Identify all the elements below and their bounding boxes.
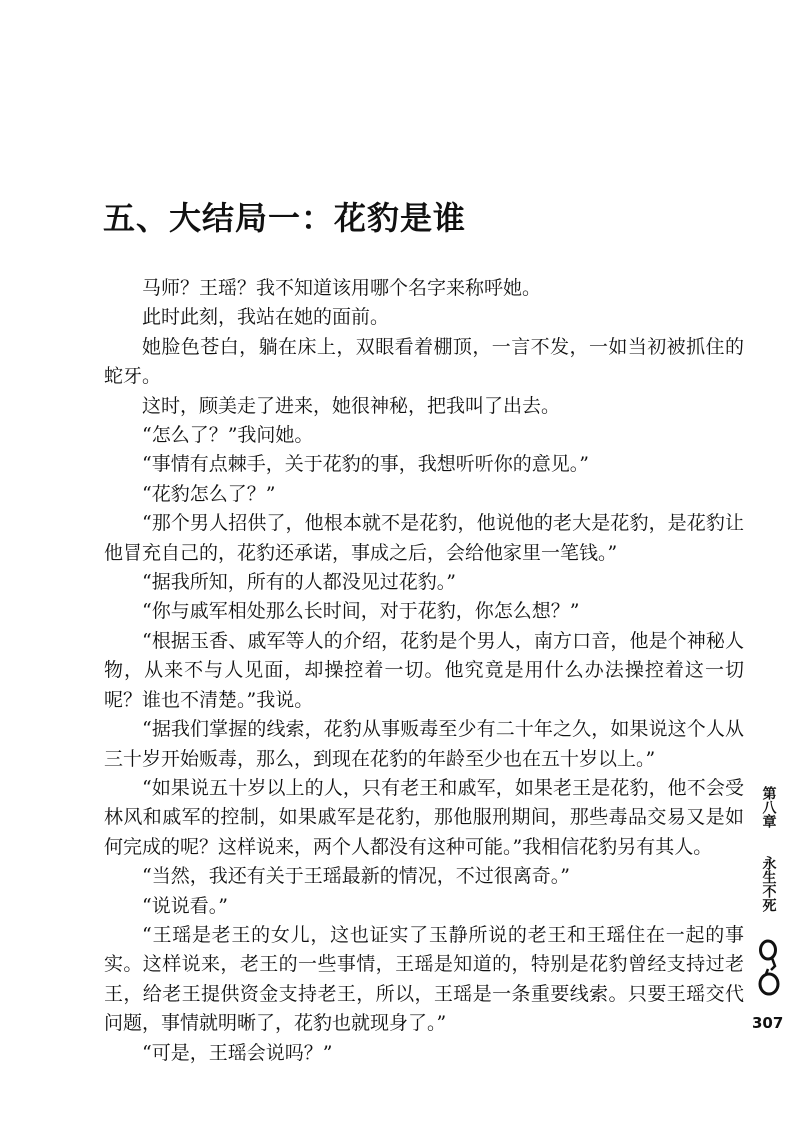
paragraph: “事情有点棘手，关于花豹的事，我想听听你的意见。” <box>142 453 589 476</box>
paragraph: 她脸色苍白，躺在床上，双眼看着棚顶，一言不发，一如当初被抓住的蛇牙。 <box>104 335 744 388</box>
paragraph: “那个男人招供了，他根本就不是花豹，他说他的老大是花豹，是花豹让他冒充自己的，花豹还承诺，事成之后，会给他家里一笔钱。” <box>104 512 744 564</box>
side-part-label <box>756 856 780 917</box>
paragraph: “怎么了？”我问她。 <box>142 424 314 447</box>
paragraph: “王瑶是老王的女儿，这也证实了玉静所说的老王和王瑶住在一起的事实。这样说来，老王的一些事情，王瑶是知道的，特别是花豹曾经支持过老王，给老王提供资金支持老王，所以，王瑶是一条重要线索。只要王瑶交代问题，事情就明晰了，花豹也就现身了。” <box>104 923 744 1035</box>
page-number: 307 <box>752 1014 784 1032</box>
side-chapter-text: 第八章 <box>760 786 777 828</box>
paragraph: “据我所知，所有的人都没见过花豹。” <box>142 571 456 594</box>
paragraph: “据我们掌握的线索，花豹从事贩毒至少有二十年之久，如果说这个人从三十岁开始贩毒，那么，到现在花豹的年龄至少也在五十岁以上。” <box>104 718 744 770</box>
paragraph: “花豹怎么了？” <box>142 482 276 505</box>
chapter-title: 五、大结局一：花豹是谁 <box>103 199 467 237</box>
body-text <box>104 274 744 1068</box>
paragraph: “说说看。” <box>142 894 228 917</box>
paragraph: “可是，王瑶会说吗？” <box>142 1041 333 1064</box>
side-part-text: 永生不死 <box>760 856 777 912</box>
paragraph: 这时，顾美走了进来，她很神秘，把我叫了出去。 <box>142 394 561 417</box>
paragraph: “当然，我还有关于王瑶最新的情况，不过很离奇。” <box>142 865 570 888</box>
paragraph: 马师？王瑶？我不知道该用哪个名字来称呼她。 <box>142 277 542 299</box>
paragraph: “你与戚军相处那么长时间，对于花豹，你怎么想？” <box>142 600 580 623</box>
handcuffs-icon <box>756 936 782 1004</box>
paragraph: “根据玉香、戚军等人的介绍，花豹是个男人，南方口音，他是个神秘人物，从来不与人见面，却操控着一切。他究竟是用什么办法操控着这一切呢？谁也不清楚。”我说。 <box>104 629 744 711</box>
paragraph: 此时此刻，我站在她的面前。 <box>142 306 390 329</box>
paragraph: “如果说五十岁以上的人，只有老王和戚军，如果老王是花豹，他不会受林风和戚军的控制，如果戚军是花豹，那他服刑期间，那些毒品交易又是如何完成的呢？这样说来，两个人都没有这种可能。”我相信花豹另有其人。 <box>104 776 744 858</box>
side-chapter-label <box>756 786 780 833</box>
